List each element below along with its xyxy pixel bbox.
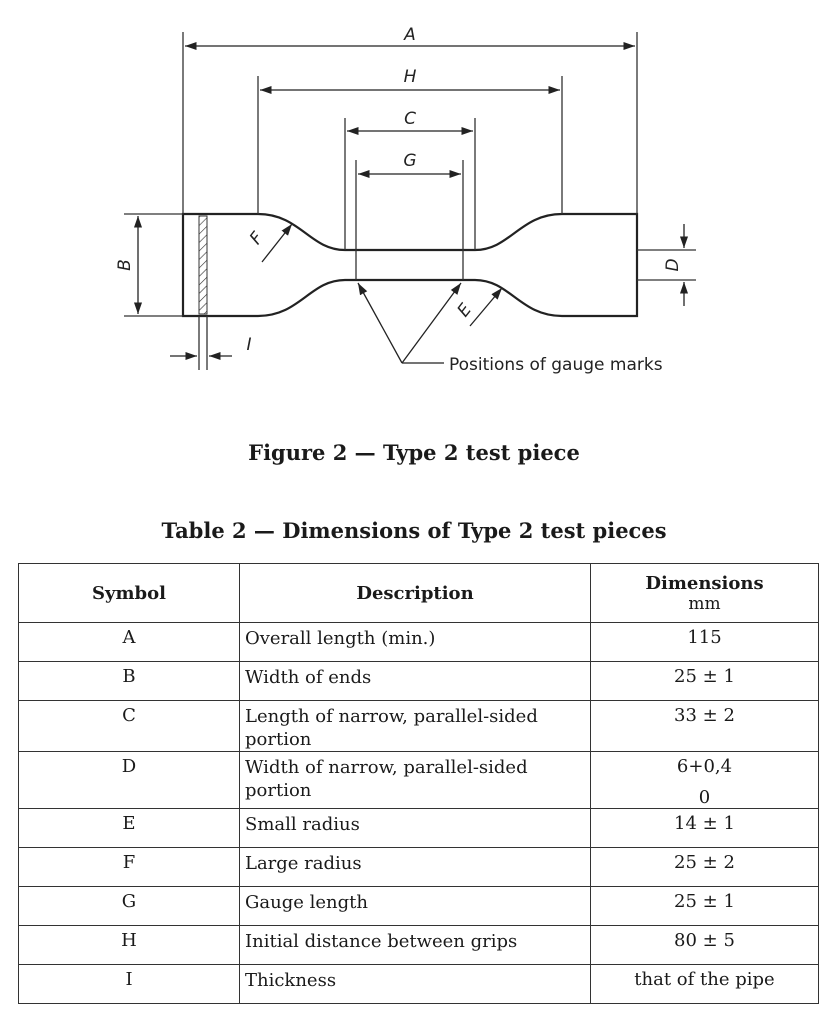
table-row (19, 926, 819, 965)
cell-symbol: E (19, 809, 240, 848)
cell-description: Width of ends (240, 662, 591, 701)
cell-symbol: G (19, 887, 240, 926)
dimension-upper: 6+0,4 (676, 756, 733, 777)
cell-symbol: I (19, 965, 240, 1004)
header-symbol: Symbol (19, 564, 240, 623)
cell-dimension: 25 ± 2 (591, 848, 819, 887)
table-row (19, 848, 819, 887)
label-d: D (663, 258, 683, 272)
header-description: Description (240, 564, 591, 623)
cell-dimension: 33 ± 2 (591, 701, 819, 752)
gauge-leader-left (358, 283, 402, 363)
cell-symbol: B (19, 662, 240, 701)
cell-description: Initial distance between grips (240, 926, 591, 965)
table-row (19, 887, 819, 926)
cell-dimension: 25 ± 1 (591, 887, 819, 926)
cell-description: Large radius (240, 848, 591, 887)
cell-dimension: 25 ± 1 (591, 662, 819, 701)
radius-leader-e (470, 288, 502, 326)
test-piece-drawing (0, 0, 828, 420)
cell-dimension (591, 752, 819, 809)
cell-description: Overall length (min.) (240, 623, 591, 662)
table-row (19, 701, 819, 752)
table-row (19, 662, 819, 701)
thickness-section-hatch (199, 216, 207, 314)
label-h: H (403, 67, 417, 87)
label-f: F (245, 228, 268, 249)
table-row (19, 623, 819, 662)
label-a: A (404, 25, 416, 45)
cell-description: Gauge length (240, 887, 591, 926)
label-b: B (115, 259, 135, 271)
table-row (19, 752, 819, 809)
table-row (19, 809, 819, 848)
label-e: E (453, 300, 476, 322)
cell-dimension: 115 (591, 623, 819, 662)
cell-symbol: F (19, 848, 240, 887)
table-row (19, 965, 819, 1004)
cell-symbol: C (19, 701, 240, 752)
gauge-leader-right (402, 283, 461, 363)
header-dimensions (591, 564, 819, 623)
label-c: C (404, 109, 416, 129)
cell-dimension: 14 ± 1 (591, 809, 819, 848)
header-dimensions-label: Dimensions (645, 572, 764, 594)
cell-description: Width of narrow, parallel-sided portion (240, 752, 591, 809)
table-caption: Table 2 — Dimensions of Type 2 test pieces (161, 518, 667, 543)
cell-description: Length of narrow, parallel-sided portion (240, 701, 591, 752)
gauge-marks-note: Positions of gauge marks (449, 355, 663, 375)
label-i: I (246, 335, 252, 355)
figure-caption: Figure 2 — Type 2 test piece (248, 440, 580, 465)
cell-description: Small radius (240, 809, 591, 848)
cell-symbol: H (19, 926, 240, 965)
cell-description: Thickness (240, 965, 591, 1004)
label-g: G (403, 151, 417, 171)
cell-dimension: 80 ± 5 (591, 926, 819, 965)
cell-symbol: A (19, 623, 240, 662)
radius-leader-f (262, 224, 292, 262)
dimensions-table (18, 563, 819, 1004)
dimension-lower: 0 (698, 787, 711, 808)
header-unit: mm (688, 593, 721, 614)
cell-dimension: that of the pipe (591, 965, 819, 1004)
table-header-row (19, 564, 819, 623)
cell-symbol: D (19, 752, 240, 809)
